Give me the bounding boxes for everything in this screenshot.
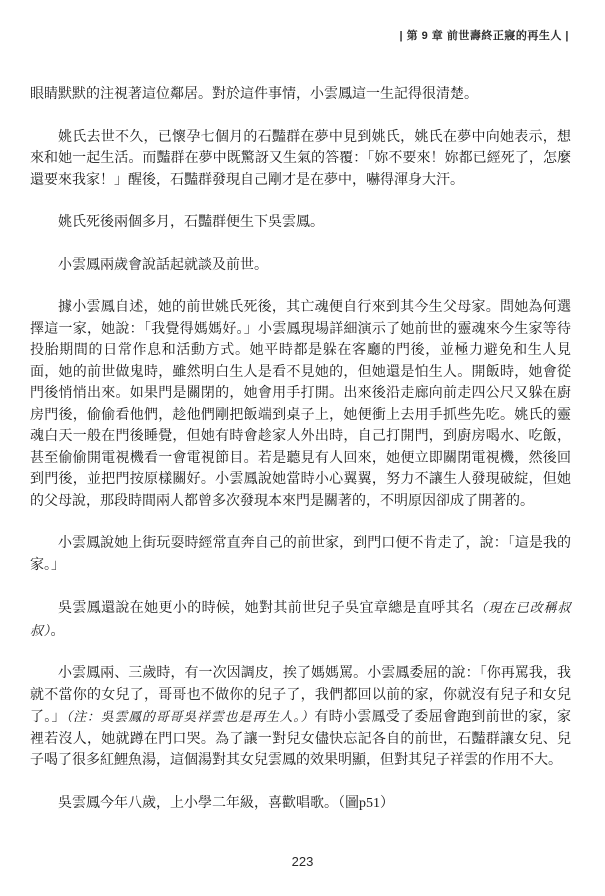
text-segment: 姚氏死後兩個多月，石豔群便生下吳雲鳳。: [58, 215, 324, 230]
paragraph: [30, 84, 571, 106]
paragraph: [30, 597, 571, 642]
text-segment: 據小雲鳳自述，她的前世姚氏死後，其亡魂便自行來到其今生父母家。問她為何選擇這一家，她說：「我覺得媽媽好。」小雲鳳現場詳細演示了她前世的靈魂來今生家等待投胎期間的日常作息和活動方式。她平時都是躲在客廳的門後，並極力避免和生人見面，她的前世做鬼時，雖然明白生人是看不見她的，但她還是怕生人。開飯時，她會從門後悄悄出來。如果門是關閉的，她會用手打開。出來後沿走廊向前走四公尺又躲在廚房門後，偷偷看他們，趁他們剛把飯端到桌子上，她便衝上去用手抓些先吃。姚氏的靈魂白天一般在門後睡覺，但她有時會趁家人外出時，自己打開門，到廚房喝水、吃飯，甚至偷偷開電視機看一會電視節目。若是聽見有人回來，她便立即關閉電視機，然後回到門後，並把門按原樣關好。小雲鳳說她當時小心翼翼，努力不讓生人發現破綻，但她的父母說，那段時間兩人都曾多次發現本來門是關著的，不明原因卻成了開著的。: [30, 300, 571, 509]
text-segment-note: （注：吳雲鳳的哥哥吳祥雲也是再生人。）: [65, 709, 315, 724]
text-segment-note: （現在已改稱叔叔）: [30, 600, 571, 638]
text-segment: 小雲鳳說她上街玩耍時經常直奔自己的前世家，到門口便不肯走了，說：「這是我的家。」: [30, 536, 571, 573]
text-segment: 小雲鳳兩歲會說話起就談及前世。: [58, 257, 268, 273]
paragraph: [30, 793, 571, 815]
paragraph: [30, 297, 571, 512]
paragraph: [30, 663, 571, 772]
text-segment: 吳雲鳳還說在她更小的時候，她對其前世兒子吳宜章總是直呼其名: [58, 601, 475, 616]
text-segment: 有時小雲鳳受了委屈會跑到前世的家，家裡若沒人，她就蹲在門口哭。為了讓一對兒女儘快忘記各自的前世，石豔群讓女兒、兒子喝了很多紅鯉魚湯，這個湯對其女兒雲鳳的效果明顯，但對其兒子祥雲的作用不大。: [30, 710, 571, 768]
text-segment: 小雲鳳兩、三歲時，有一次因調皮，挨了媽媽罵。小雲鳳委屈的說：「你再罵我，我就不當你的女兒了，哥哥也不做你的兒子了，我們都回以前的家，你就沒有兒子和女兒了。」: [30, 666, 571, 725]
page-number: 223: [291, 854, 314, 869]
page-body: [30, 84, 571, 835]
text-segment: 姚氏去世不久，已懷孕七個月的石豔群在夢中見到姚氏，姚氏在夢中向她表示，想來和她一起生活。而豔群在夢中既驚訝又生氣的答覆：「妳不要來！妳都已經死了，怎麼還要來我家！」醒後，石豔群發現自己剛才是在夢中，嚇得渾身大汗。: [30, 129, 571, 188]
text-segment: 吳雲鳳今年八歲，上小學二年級，喜歡唱歌。（圖p51）: [58, 795, 394, 811]
text-segment: 。: [50, 623, 65, 639]
text-segment: 眼睛默默的注視著這位鄰居。對於這件事情，小雲鳳這一生記得很清楚。: [30, 87, 478, 102]
paragraph: [30, 255, 571, 277]
running-header: | 第 9 章 前世壽終正寢的再生人 |: [399, 30, 569, 42]
paragraph: [30, 533, 571, 576]
paragraph: [30, 127, 571, 192]
paragraph: [30, 212, 571, 234]
